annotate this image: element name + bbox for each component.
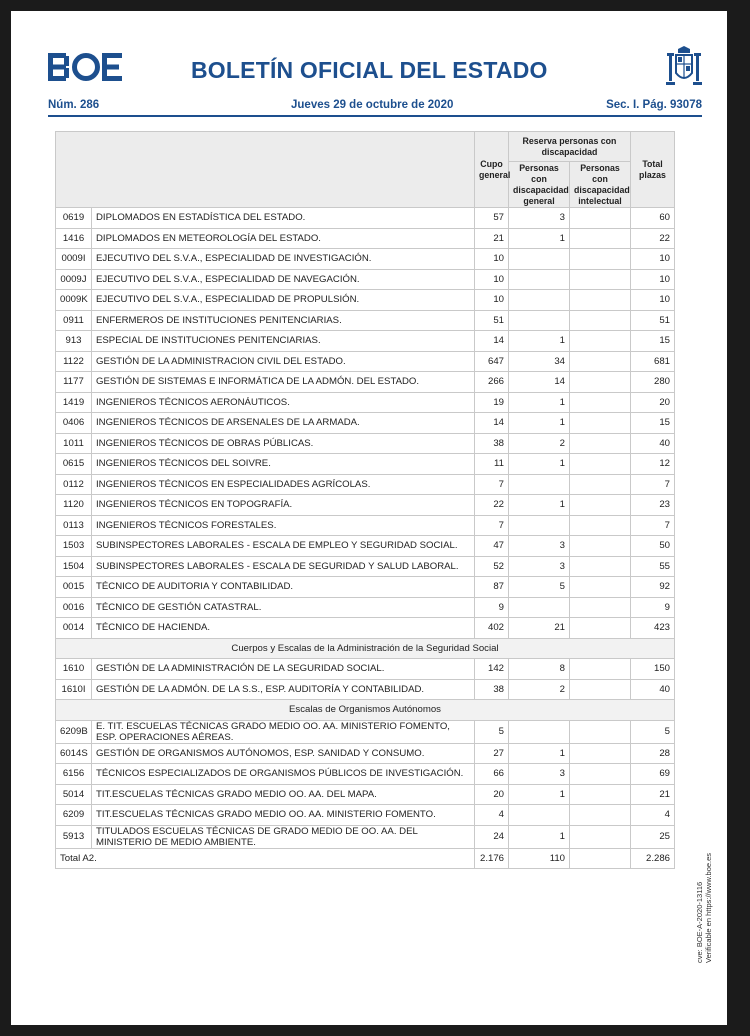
row-discapacidad-general: 1 xyxy=(509,495,570,516)
row-discapacidad-intelectual xyxy=(570,825,631,848)
table-row xyxy=(56,618,675,639)
row-name: SUBINSPECTORES LABORALES - ESCALA DE EMPLEO Y SEGURIDAD SOCIAL. xyxy=(92,536,475,557)
verification-note xyxy=(695,843,717,963)
row-name: TÉCNICO DE HACIENDA. xyxy=(92,618,475,639)
row-name: INGENIEROS TÉCNICOS EN ESPECIALIDADES AGRÍCOLAS. xyxy=(92,474,475,495)
row-name: TITULADOS ESCUELAS TÉCNICAS DE GRADO MEDIO DE OO. AA. DEL MINISTERIO DE MEDIO AMBIENTE. xyxy=(92,825,475,848)
row-total: 50 xyxy=(631,536,675,557)
row-discapacidad-general: 3 xyxy=(509,764,570,785)
row-code: 0113 xyxy=(56,515,92,536)
row-discapacidad-intelectual xyxy=(570,351,631,372)
row-code: 1503 xyxy=(56,536,92,557)
table-row xyxy=(56,536,675,557)
row-cupo: 47 xyxy=(475,536,509,557)
row-discapacidad-intelectual xyxy=(570,764,631,785)
row-name: EJECUTIVO DEL S.V.A., ESPECIALIDAD DE INVESTIGACIÓN. xyxy=(92,249,475,270)
row-discapacidad-intelectual xyxy=(570,515,631,536)
row-code: 913 xyxy=(56,331,92,352)
row-discapacidad-intelectual xyxy=(570,618,631,639)
row-total: 681 xyxy=(631,351,675,372)
table-row xyxy=(56,351,675,372)
row-name: INGENIEROS TÉCNICOS DE OBRAS PÚBLICAS. xyxy=(92,433,475,454)
row-total: 28 xyxy=(631,743,675,764)
table-row xyxy=(56,784,675,805)
row-code: 5014 xyxy=(56,784,92,805)
row-total: 5 xyxy=(631,720,675,743)
row-cupo: 21 xyxy=(475,228,509,249)
row-total: 280 xyxy=(631,372,675,393)
table-body xyxy=(56,208,675,869)
row-total: 69 xyxy=(631,764,675,785)
row-code: 0016 xyxy=(56,597,92,618)
table-row xyxy=(56,805,675,826)
row-discapacidad-general: 14 xyxy=(509,372,570,393)
row-total: 92 xyxy=(631,577,675,598)
row-cupo: 7 xyxy=(475,515,509,536)
row-total: 10 xyxy=(631,249,675,270)
row-name: TIT.ESCUELAS TÉCNICAS GRADO MEDIO OO. AA. DEL MAPA. xyxy=(92,784,475,805)
table-row xyxy=(56,495,675,516)
table-row xyxy=(56,764,675,785)
row-code: 0112 xyxy=(56,474,92,495)
row-cupo: 87 xyxy=(475,577,509,598)
row-cupo: 57 xyxy=(475,208,509,229)
section-title: Cuerpos y Escalas de la Administración de la Seguridad Social xyxy=(56,638,675,659)
row-total: 15 xyxy=(631,331,675,352)
table-row xyxy=(56,249,675,270)
row-discapacidad-intelectual xyxy=(570,290,631,311)
row-total: 40 xyxy=(631,433,675,454)
row-cupo: 51 xyxy=(475,310,509,331)
row-code: 6209 xyxy=(56,805,92,826)
row-code: 1177 xyxy=(56,372,92,393)
total-row xyxy=(56,848,675,869)
row-name: ESPECIAL DE INSTITUCIONES PENITENCIARIAS. xyxy=(92,331,475,352)
row-code: 1504 xyxy=(56,556,92,577)
row-discapacidad-general: 1 xyxy=(509,454,570,475)
row-discapacidad-intelectual xyxy=(570,331,631,352)
row-discapacidad-general: 5 xyxy=(509,577,570,598)
row-discapacidad-intelectual xyxy=(570,372,631,393)
row-name: INGENIEROS TÉCNICOS DE ARSENALES DE LA ARMADA. xyxy=(92,413,475,434)
row-code: 0009K xyxy=(56,290,92,311)
row-discapacidad-general: 1 xyxy=(509,392,570,413)
row-discapacidad-general: 3 xyxy=(509,208,570,229)
row-discapacidad-intelectual xyxy=(570,310,631,331)
row-discapacidad-intelectual xyxy=(570,433,631,454)
page-title: BOLETÍN OFICIAL DEL ESTADO xyxy=(191,57,548,83)
table-row xyxy=(56,413,675,434)
row-cupo: 52 xyxy=(475,556,509,577)
row-code: 0015 xyxy=(56,577,92,598)
row-code: 0406 xyxy=(56,413,92,434)
row-name: GESTIÓN DE ORGANISMOS AUTÓNOMOS, ESP. SANIDAD Y CONSUMO. xyxy=(92,743,475,764)
row-name: EJECUTIVO DEL S.V.A., ESPECIALIDAD DE PROPULSIÓN. xyxy=(92,290,475,311)
row-discapacidad-intelectual xyxy=(570,413,631,434)
row-name: GESTIÓN DE SISTEMAS E INFORMÁTICA DE LA ADMÓN. DEL ESTADO. xyxy=(92,372,475,393)
header-divider xyxy=(48,115,702,117)
row-discapacidad-general: 1 xyxy=(509,784,570,805)
row-name: SUBINSPECTORES LABORALES - ESCALA DE SEGURIDAD Y SALUD LABORAL. xyxy=(92,556,475,577)
total-label: Total A2. xyxy=(56,848,475,869)
row-total: 25 xyxy=(631,825,675,848)
row-cupo: 27 xyxy=(475,743,509,764)
row-cupo: 38 xyxy=(475,433,509,454)
row-cupo: 4 xyxy=(475,805,509,826)
total-cupo: 2.176 xyxy=(475,848,509,869)
row-cupo: 5 xyxy=(475,720,509,743)
row-name: TÉCNICO DE GESTIÓN CATASTRAL. xyxy=(92,597,475,618)
row-cupo: 11 xyxy=(475,454,509,475)
row-total: 12 xyxy=(631,454,675,475)
row-total: 40 xyxy=(631,679,675,700)
row-code: 6156 xyxy=(56,764,92,785)
row-total: 15 xyxy=(631,413,675,434)
row-total: 55 xyxy=(631,556,675,577)
row-cupo: 66 xyxy=(475,764,509,785)
row-name: INGENIEROS TÉCNICOS AERONÁUTICOS. xyxy=(92,392,475,413)
row-discapacidad-general: 34 xyxy=(509,351,570,372)
row-cupo: 24 xyxy=(475,825,509,848)
row-code: 0911 xyxy=(56,310,92,331)
row-discapacidad-intelectual xyxy=(570,536,631,557)
row-total: 21 xyxy=(631,784,675,805)
row-cupo: 647 xyxy=(475,351,509,372)
total-discapacidad-general: 110 xyxy=(509,848,570,869)
row-discapacidad-general: 21 xyxy=(509,618,570,639)
row-cupo: 14 xyxy=(475,413,509,434)
row-discapacidad-general: 1 xyxy=(509,825,570,848)
row-code: 6014S xyxy=(56,743,92,764)
table-row xyxy=(56,743,675,764)
row-cupo: 10 xyxy=(475,269,509,290)
row-discapacidad-general xyxy=(509,269,570,290)
row-discapacidad-general xyxy=(509,597,570,618)
table-row xyxy=(56,433,675,454)
table-row xyxy=(56,720,675,743)
table-row xyxy=(56,310,675,331)
row-name: DIPLOMADOS EN METEOROLOGÍA DEL ESTADO. xyxy=(92,228,475,249)
row-discapacidad-intelectual xyxy=(570,805,631,826)
row-name: E. TIT. ESCUELAS TÉCNICAS GRADO MEDIO OO. AA. MINISTERIO FOMENTO, ESP. OPERACIONES AÉREAS. xyxy=(92,720,475,743)
row-cupo: 10 xyxy=(475,249,509,270)
row-total: 4 xyxy=(631,805,675,826)
row-code: 1122 xyxy=(56,351,92,372)
row-discapacidad-general: 3 xyxy=(509,536,570,557)
header-meta xyxy=(48,97,702,115)
row-code: 6209B xyxy=(56,720,92,743)
header-discapacidad-general: Personas con discapacidad general xyxy=(509,162,570,208)
issue-number: Núm. 286 xyxy=(48,99,100,111)
plazas-table xyxy=(55,131,675,869)
row-discapacidad-general xyxy=(509,720,570,743)
row-discapacidad-intelectual xyxy=(570,720,631,743)
table-row xyxy=(56,679,675,700)
row-discapacidad-general: 1 xyxy=(509,228,570,249)
row-name: ENFERMEROS DE INSTITUCIONES PENITENCIARIAS. xyxy=(92,310,475,331)
row-total: 150 xyxy=(631,659,675,680)
row-discapacidad-intelectual xyxy=(570,454,631,475)
row-cupo: 9 xyxy=(475,597,509,618)
row-discapacidad-intelectual xyxy=(570,269,631,290)
row-code: 1120 xyxy=(56,495,92,516)
row-total: 7 xyxy=(631,515,675,536)
row-total: 9 xyxy=(631,597,675,618)
header-total: Total plazas xyxy=(631,132,675,208)
section-header-row xyxy=(56,638,675,659)
row-discapacidad-intelectual xyxy=(570,679,631,700)
table-row xyxy=(56,290,675,311)
row-name: DIPLOMADOS EN ESTADÍSTICA DEL ESTADO. xyxy=(92,208,475,229)
table-row xyxy=(56,454,675,475)
row-discapacidad-intelectual xyxy=(570,249,631,270)
cve-code: cve: BOE-A-2020-13116 xyxy=(695,881,704,963)
row-discapacidad-intelectual xyxy=(570,228,631,249)
row-cupo: 7 xyxy=(475,474,509,495)
row-discapacidad-general xyxy=(509,515,570,536)
row-name: GESTIÓN DE LA ADMINISTRACION CIVIL DEL ESTADO. xyxy=(92,351,475,372)
table-row xyxy=(56,331,675,352)
row-discapacidad-general: 2 xyxy=(509,433,570,454)
row-discapacidad-general xyxy=(509,290,570,311)
row-discapacidad-general xyxy=(509,310,570,331)
section-header-row xyxy=(56,700,675,721)
row-code: 0619 xyxy=(56,208,92,229)
row-total: 23 xyxy=(631,495,675,516)
table-row xyxy=(56,659,675,680)
row-discapacidad-general xyxy=(509,249,570,270)
row-discapacidad-general: 3 xyxy=(509,556,570,577)
row-code: 0009I xyxy=(56,249,92,270)
row-cupo: 22 xyxy=(475,495,509,516)
section-page: Sec. I. Pág. 93078 xyxy=(606,99,702,111)
row-name: GESTIÓN DE LA ADMÓN. DE LA S.S., ESP. AUDITORÍA Y CONTABILIDAD. xyxy=(92,679,475,700)
row-total: 22 xyxy=(631,228,675,249)
row-name: TÉCNICO DE AUDITORIA Y CONTABILIDAD. xyxy=(92,577,475,598)
row-total: 20 xyxy=(631,392,675,413)
table-row xyxy=(56,556,675,577)
row-total: 10 xyxy=(631,290,675,311)
header-discapacidad-intelectual: Personas con discapacidad intelectual xyxy=(570,162,631,208)
row-name: GESTIÓN DE LA ADMINISTRACIÓN DE LA SEGURIDAD SOCIAL. xyxy=(92,659,475,680)
row-name: TÉCNICOS ESPECIALIZADOS DE ORGANISMOS PÚBLICOS DE INVESTIGACIÓN. xyxy=(92,764,475,785)
row-discapacidad-general: 8 xyxy=(509,659,570,680)
header-cupo: Cupo general xyxy=(475,132,509,208)
row-cupo: 19 xyxy=(475,392,509,413)
coat-of-arms-icon xyxy=(666,45,702,87)
section-title: Escalas de Organismos Autónomos xyxy=(56,700,675,721)
row-name: EJECUTIVO DEL S.V.A., ESPECIALIDAD DE NAVEGACIÓN. xyxy=(92,269,475,290)
row-discapacidad-general: 1 xyxy=(509,331,570,352)
table-row xyxy=(56,825,675,848)
boe-logo xyxy=(48,51,122,83)
row-cupo: 10 xyxy=(475,290,509,311)
table-row xyxy=(56,577,675,598)
row-code: 1416 xyxy=(56,228,92,249)
row-cupo: 38 xyxy=(475,679,509,700)
header-reserva: Reserva personas con discapacidad xyxy=(509,132,631,162)
table-row xyxy=(56,597,675,618)
row-discapacidad-intelectual xyxy=(570,577,631,598)
row-name: INGENIEROS TÉCNICOS FORESTALES. xyxy=(92,515,475,536)
table-row xyxy=(56,208,675,229)
row-code: 5913 xyxy=(56,825,92,848)
row-code: 1610 xyxy=(56,659,92,680)
row-total: 60 xyxy=(631,208,675,229)
row-name: TIT.ESCUELAS TÉCNICAS GRADO MEDIO OO. AA. MINISTERIO FOMENTO. xyxy=(92,805,475,826)
row-discapacidad-general: 2 xyxy=(509,679,570,700)
row-discapacidad-intelectual xyxy=(570,659,631,680)
row-discapacidad-intelectual xyxy=(570,556,631,577)
row-code: 1610I xyxy=(56,679,92,700)
row-discapacidad-general: 1 xyxy=(509,743,570,764)
row-total: 7 xyxy=(631,474,675,495)
row-discapacidad-general xyxy=(509,805,570,826)
row-cupo: 20 xyxy=(475,784,509,805)
table-row xyxy=(56,228,675,249)
table-row xyxy=(56,474,675,495)
row-name: INGENIEROS TÉCNICOS EN TOPOGRAFÍA. xyxy=(92,495,475,516)
row-discapacidad-intelectual xyxy=(570,208,631,229)
row-cupo: 266 xyxy=(475,372,509,393)
row-total: 10 xyxy=(631,269,675,290)
table-row xyxy=(56,392,675,413)
header-blank xyxy=(56,132,475,208)
row-code: 0014 xyxy=(56,618,92,639)
row-total: 423 xyxy=(631,618,675,639)
row-code: 1011 xyxy=(56,433,92,454)
row-name: INGENIEROS TÉCNICOS DEL SOIVRE. xyxy=(92,454,475,475)
row-cupo: 402 xyxy=(475,618,509,639)
row-discapacidad-intelectual xyxy=(570,597,631,618)
row-code: 0615 xyxy=(56,454,92,475)
verify-url: Verificable en https://www.boe.es xyxy=(704,852,713,963)
issue-date: Jueves 29 de octubre de 2020 xyxy=(291,99,454,111)
row-discapacidad-general xyxy=(509,474,570,495)
table-row xyxy=(56,515,675,536)
row-discapacidad-intelectual xyxy=(570,743,631,764)
row-code: 1419 xyxy=(56,392,92,413)
row-cupo: 14 xyxy=(475,331,509,352)
total-plazas: 2.286 xyxy=(631,848,675,869)
row-discapacidad-intelectual xyxy=(570,474,631,495)
row-discapacidad-intelectual xyxy=(570,495,631,516)
row-discapacidad-intelectual xyxy=(570,392,631,413)
table-row xyxy=(56,372,675,393)
total-discapacidad-intelectual xyxy=(570,848,631,869)
row-discapacidad-general: 1 xyxy=(509,413,570,434)
row-discapacidad-intelectual xyxy=(570,784,631,805)
row-total: 51 xyxy=(631,310,675,331)
row-code: 0009J xyxy=(56,269,92,290)
row-cupo: 142 xyxy=(475,659,509,680)
table-row xyxy=(56,269,675,290)
